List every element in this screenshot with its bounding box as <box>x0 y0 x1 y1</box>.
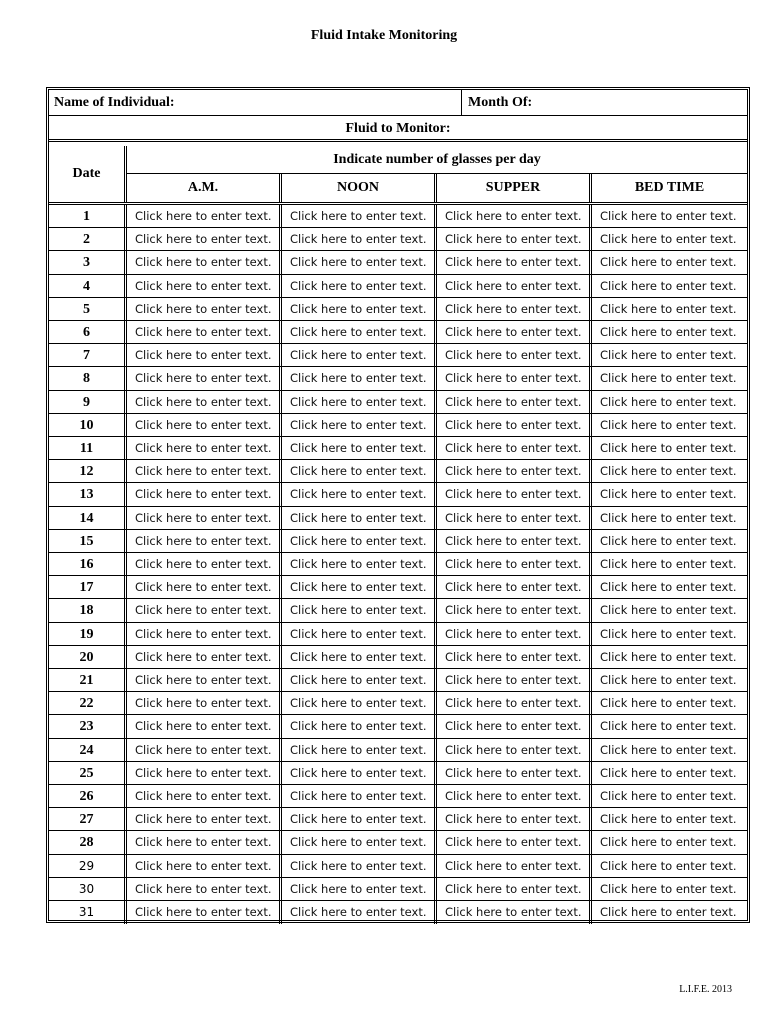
entry-cell-supper[interactable]: Click here to enter text. <box>437 646 592 668</box>
entry-cell-supper[interactable]: Click here to enter text. <box>437 228 592 250</box>
table-row <box>49 901 747 924</box>
entry-cell-supper[interactable]: Click here to enter text. <box>437 762 592 784</box>
entry-cell-noon[interactable]: Click here to enter text. <box>282 739 437 761</box>
entry-cell-supper[interactable]: Click here to enter text. <box>437 205 592 227</box>
entry-cell-noon[interactable]: Click here to enter text. <box>282 576 437 598</box>
date-cell: 1 <box>49 205 127 227</box>
entry-cell-supper[interactable]: Click here to enter text. <box>437 692 592 714</box>
entry-cell-bed-time[interactable]: Click here to enter text. <box>600 278 737 293</box>
entry-cell-noon[interactable]: Click here to enter text. <box>282 483 437 505</box>
entry-cell-am[interactable]: Click here to enter text. <box>127 855 282 877</box>
entry-cell-am[interactable]: Click here to enter text. <box>127 831 282 853</box>
entry-cell-bed-time[interactable]: Click here to enter text. <box>600 789 737 803</box>
table-row <box>49 669 747 692</box>
entry-cell-am[interactable]: Click here to enter text. <box>127 692 282 714</box>
table-row <box>49 553 747 576</box>
entry-cell-am[interactable]: Click here to enter text. <box>127 298 282 320</box>
date-cell: 9 <box>49 391 127 413</box>
entry-cell-supper[interactable]: Click here to enter text. <box>437 344 592 366</box>
entry-cell-am[interactable]: Click here to enter text. <box>127 553 282 575</box>
entry-cell-am[interactable]: Click here to enter text. <box>127 275 282 297</box>
entry-cell-supper[interactable]: Click here to enter text. <box>437 367 592 389</box>
date-cell: 20 <box>49 646 127 668</box>
entry-cell-am[interactable]: Click here to enter text. <box>127 344 282 366</box>
entry-cell-am[interactable]: Click here to enter text. <box>127 599 282 621</box>
table-row <box>49 692 747 715</box>
table-row <box>49 715 747 738</box>
entry-cell-bed-time[interactable]: Click here to enter text. <box>600 325 737 339</box>
entry-cell-bed-time[interactable]: Click here to enter text. <box>600 858 737 873</box>
entry-cell-supper[interactable]: Click here to enter text. <box>437 808 592 830</box>
entry-cell-supper[interactable]: Click here to enter text. <box>437 530 592 552</box>
table-row <box>49 367 747 390</box>
entry-cell-noon[interactable]: Click here to enter text. <box>282 414 437 436</box>
date-cell: 11 <box>49 437 127 459</box>
entry-cell-am[interactable]: Click here to enter text. <box>127 391 282 413</box>
entry-cell-supper[interactable]: Click here to enter text. <box>437 576 592 598</box>
footer-credit: L.I.F.E. 2013 <box>679 984 732 995</box>
entry-cell-bed-time[interactable]: Click here to enter text. <box>600 255 737 270</box>
entry-cell-bed-time[interactable]: Click here to enter text. <box>600 626 737 641</box>
date-cell: 21 <box>49 669 127 691</box>
entry-cell-noon[interactable]: Click here to enter text. <box>282 553 437 575</box>
entry-cell-bed-time[interactable]: Click here to enter text. <box>600 371 737 386</box>
table-row <box>49 623 747 646</box>
date-cell: 22 <box>49 692 127 714</box>
entry-cell-am[interactable]: Click here to enter text. <box>127 785 282 807</box>
entry-cell-bed-time[interactable]: Click here to enter text. <box>600 580 737 595</box>
name-of-individual-field[interactable]: Name of Individual: <box>49 90 462 116</box>
entry-cell-supper[interactable]: Click here to enter text. <box>437 391 592 413</box>
entry-cell-supper[interactable]: Click here to enter text. <box>437 251 592 273</box>
date-cell: 26 <box>49 785 127 807</box>
entry-cell-am[interactable]: Click here to enter text. <box>127 646 282 668</box>
entry-cell-bed-time[interactable]: Click here to enter text. <box>600 510 737 525</box>
entry-cell-am[interactable]: Click here to enter text. <box>127 251 282 273</box>
entry-cell-supper[interactable]: Click here to enter text. <box>437 623 592 645</box>
date-cell: 14 <box>49 507 127 529</box>
entry-cell-noon[interactable]: Click here to enter text. <box>282 855 437 877</box>
table-row <box>49 275 747 298</box>
entry-cell-noon[interactable]: Click here to enter text. <box>282 228 437 250</box>
date-cell: 8 <box>49 367 127 389</box>
entry-cell-supper[interactable]: Click here to enter text. <box>437 414 592 436</box>
entry-cell-am[interactable]: Click here to enter text. <box>127 576 282 598</box>
entry-cell-bed-time[interactable]: Click here to enter text. <box>600 673 737 687</box>
entry-cell-am[interactable]: Click here to enter text. <box>127 878 282 900</box>
table-row <box>49 414 747 437</box>
entry-cell-bed-time[interactable]: Click here to enter text. <box>600 301 737 316</box>
date-cell: 6 <box>49 321 127 343</box>
entry-cell-am[interactable]: Click here to enter text. <box>127 715 282 737</box>
column-header-am: A.M. <box>127 174 282 202</box>
entry-cell-am[interactable]: Click here to enter text. <box>127 739 282 761</box>
date-cell: 24 <box>49 739 127 761</box>
entry-cell-noon[interactable]: Click here to enter text. <box>282 460 437 482</box>
entry-cell-bed-time[interactable]: Click here to enter text. <box>600 742 737 757</box>
table-row <box>49 599 747 622</box>
entry-cell-noon[interactable]: Click here to enter text. <box>282 344 437 366</box>
table-row <box>49 808 747 831</box>
table-row <box>49 298 747 321</box>
entry-cell-bed-time[interactable]: Click here to enter text. <box>600 394 737 409</box>
entry-cell-noon[interactable]: Click here to enter text. <box>282 437 437 459</box>
entry-cell-supper[interactable]: Click here to enter text. <box>437 507 592 529</box>
entry-cell-am[interactable]: Click here to enter text. <box>127 669 282 691</box>
entry-cell-bed-time[interactable]: Click here to enter text. <box>600 696 737 711</box>
table-row <box>49 391 747 414</box>
table-row <box>49 739 747 762</box>
entry-cell-bed-time[interactable]: Click here to enter text. <box>600 232 737 247</box>
entry-cell-bed-time[interactable]: Click here to enter text. <box>600 719 737 734</box>
entry-cell-supper[interactable]: Click here to enter text. <box>437 739 592 761</box>
entry-cell-supper[interactable]: Click here to enter text. <box>437 437 592 459</box>
entry-cell-noon[interactable]: Click here to enter text. <box>282 692 437 714</box>
entry-cell-am[interactable]: Click here to enter text. <box>127 507 282 529</box>
entry-cell-supper[interactable]: Click here to enter text. <box>437 321 592 343</box>
date-cell: 31 <box>49 901 127 924</box>
entry-cell-bed-time[interactable]: Click here to enter text. <box>600 441 737 455</box>
entry-cell-noon[interactable]: Click here to enter text. <box>282 391 437 413</box>
entry-cell-bed-time[interactable]: Click here to enter text. <box>600 812 737 827</box>
entry-cell-am[interactable]: Click here to enter text. <box>127 437 282 459</box>
date-cell: 28 <box>49 831 127 853</box>
entry-cell-am[interactable]: Click here to enter text. <box>127 367 282 389</box>
column-header-noon: NOON <box>282 174 437 202</box>
table-row <box>49 344 747 367</box>
date-cell: 18 <box>49 599 127 621</box>
entry-cell-am[interactable]: Click here to enter text. <box>127 901 282 924</box>
fluid-to-monitor-field[interactable]: Fluid to Monitor: <box>49 116 747 142</box>
table-row <box>49 507 747 530</box>
date-cell: 17 <box>49 576 127 598</box>
entry-cell-supper[interactable]: Click here to enter text. <box>437 715 592 737</box>
date-cell: 27 <box>49 808 127 830</box>
table-row <box>49 483 747 506</box>
entry-cell-bed-time[interactable]: Click here to enter text. <box>600 603 737 618</box>
entry-cell-noon[interactable]: Click here to enter text. <box>282 646 437 668</box>
date-cell: 15 <box>49 530 127 552</box>
table-row <box>49 646 747 669</box>
entry-cell-bed-time[interactable]: Click here to enter text. <box>600 881 737 896</box>
entry-cell-supper[interactable]: Click here to enter text. <box>437 483 592 505</box>
date-cell: 23 <box>49 715 127 737</box>
entry-cell-noon[interactable]: Click here to enter text. <box>282 831 437 853</box>
entry-cell-bed-time[interactable]: Click here to enter text. <box>600 835 737 850</box>
entry-cell-supper[interactable]: Click here to enter text. <box>437 460 592 482</box>
date-cell: 29 <box>49 855 127 877</box>
entry-cell-noon[interactable]: Click here to enter text. <box>282 785 437 807</box>
column-header-bed-time: BED TIME <box>634 180 705 195</box>
date-cell: 2 <box>49 228 127 250</box>
date-cell: 16 <box>49 553 127 575</box>
entry-cell-noon[interactable]: Click here to enter text. <box>282 808 437 830</box>
entry-cell-am[interactable]: Click here to enter text. <box>127 460 282 482</box>
table-row <box>49 831 747 854</box>
entry-cell-am[interactable]: Click here to enter text. <box>127 321 282 343</box>
entry-cell-noon[interactable]: Click here to enter text. <box>282 367 437 389</box>
entry-cell-am[interactable]: Click here to enter text. <box>127 414 282 436</box>
date-cell: 10 <box>49 414 127 436</box>
entry-cell-bed-time[interactable]: Click here to enter text. <box>600 417 737 432</box>
table-row <box>49 460 747 483</box>
entry-cell-supper[interactable]: Click here to enter text. <box>437 831 592 853</box>
entry-cell-noon[interactable]: Click here to enter text. <box>282 275 437 297</box>
entry-cell-am[interactable]: Click here to enter text. <box>127 483 282 505</box>
date-cell: 7 <box>49 344 127 366</box>
entry-cell-noon[interactable]: Click here to enter text. <box>282 901 437 924</box>
table-header <box>49 146 747 205</box>
table-row <box>49 251 747 274</box>
entry-cell-bed-time[interactable]: Click here to enter text. <box>600 533 737 548</box>
entry-cell-noon[interactable]: Click here to enter text. <box>282 623 437 645</box>
table-row <box>49 321 747 344</box>
entry-cell-noon[interactable]: Click here to enter text. <box>282 530 437 552</box>
entry-cell-supper[interactable]: Click here to enter text. <box>437 901 592 924</box>
entry-cell-noon[interactable]: Click here to enter text. <box>282 762 437 784</box>
entry-cell-am[interactable]: Click here to enter text. <box>127 530 282 552</box>
entry-cell-noon[interactable]: Click here to enter text. <box>282 878 437 900</box>
table-row <box>49 205 747 228</box>
date-cell: 13 <box>49 483 127 505</box>
table-row <box>49 762 747 785</box>
entry-cell-bed-time[interactable]: Click here to enter text. <box>600 649 737 664</box>
entry-cell-supper[interactable]: Click here to enter text. <box>437 785 592 807</box>
table-row <box>49 576 747 599</box>
table-row <box>49 855 747 878</box>
table-row <box>49 530 747 553</box>
table-row <box>49 878 747 901</box>
date-cell: 3 <box>49 251 127 273</box>
entry-cell-noon[interactable]: Click here to enter text. <box>282 205 437 227</box>
entry-cell-supper[interactable]: Click here to enter text. <box>437 298 592 320</box>
date-cell: 5 <box>49 298 127 320</box>
entry-cell-bed-time[interactable]: Click here to enter text. <box>600 464 737 479</box>
date-cell: 25 <box>49 762 127 784</box>
date-column-header: Date <box>49 146 127 202</box>
entry-cell-bed-time[interactable]: Click here to enter text. <box>600 765 737 780</box>
entry-cell-noon[interactable]: Click here to enter text. <box>282 599 437 621</box>
entry-cell-am[interactable]: Click here to enter text. <box>127 205 282 227</box>
entry-cell-noon[interactable]: Click here to enter text. <box>282 715 437 737</box>
entry-cell-am[interactable]: Click here to enter text. <box>127 808 282 830</box>
date-cell: 19 <box>49 623 127 645</box>
table-row <box>49 228 747 251</box>
entry-cell-noon[interactable]: Click here to enter text. <box>282 298 437 320</box>
individual-row <box>49 90 747 116</box>
date-cell: 30 <box>49 878 127 900</box>
entry-cell-bed-time[interactable]: Click here to enter text. <box>600 209 737 223</box>
entry-cell-bed-time[interactable]: Click here to enter text. <box>600 905 737 919</box>
entry-cell-noon[interactable]: Click here to enter text. <box>282 321 437 343</box>
table-row <box>49 785 747 808</box>
intake-form <box>46 87 750 923</box>
entry-cell-am[interactable]: Click here to enter text. <box>127 762 282 784</box>
entry-cell-am[interactable]: Click here to enter text. <box>127 228 282 250</box>
month-of-field[interactable]: Month Of: <box>468 95 533 110</box>
entry-cell-am[interactable]: Click here to enter text. <box>127 623 282 645</box>
entry-cell-noon[interactable]: Click here to enter text. <box>282 251 437 273</box>
entry-cell-noon[interactable]: Click here to enter text. <box>282 507 437 529</box>
entry-cell-supper[interactable]: Click here to enter text. <box>437 878 592 900</box>
entry-cell-supper[interactable]: Click here to enter text. <box>437 669 592 691</box>
entry-cell-supper[interactable]: Click here to enter text. <box>437 275 592 297</box>
entry-cell-supper[interactable]: Click here to enter text. <box>437 855 592 877</box>
column-header-supper: SUPPER <box>437 174 592 202</box>
entry-cell-bed-time[interactable]: Click here to enter text. <box>600 348 737 363</box>
page-title: Fluid Intake Monitoring <box>310 28 458 43</box>
entry-cell-noon[interactable]: Click here to enter text. <box>282 669 437 691</box>
table-row <box>49 437 747 460</box>
entry-cell-bed-time[interactable]: Click here to enter text. <box>600 557 737 571</box>
date-cell: 12 <box>49 460 127 482</box>
entry-cell-bed-time[interactable]: Click here to enter text. <box>600 487 737 502</box>
date-cell: 4 <box>49 275 127 297</box>
glasses-per-day-header: Indicate number of glasses per day <box>127 146 747 174</box>
entry-cell-supper[interactable]: Click here to enter text. <box>437 599 592 621</box>
entry-cell-supper[interactable]: Click here to enter text. <box>437 553 592 575</box>
